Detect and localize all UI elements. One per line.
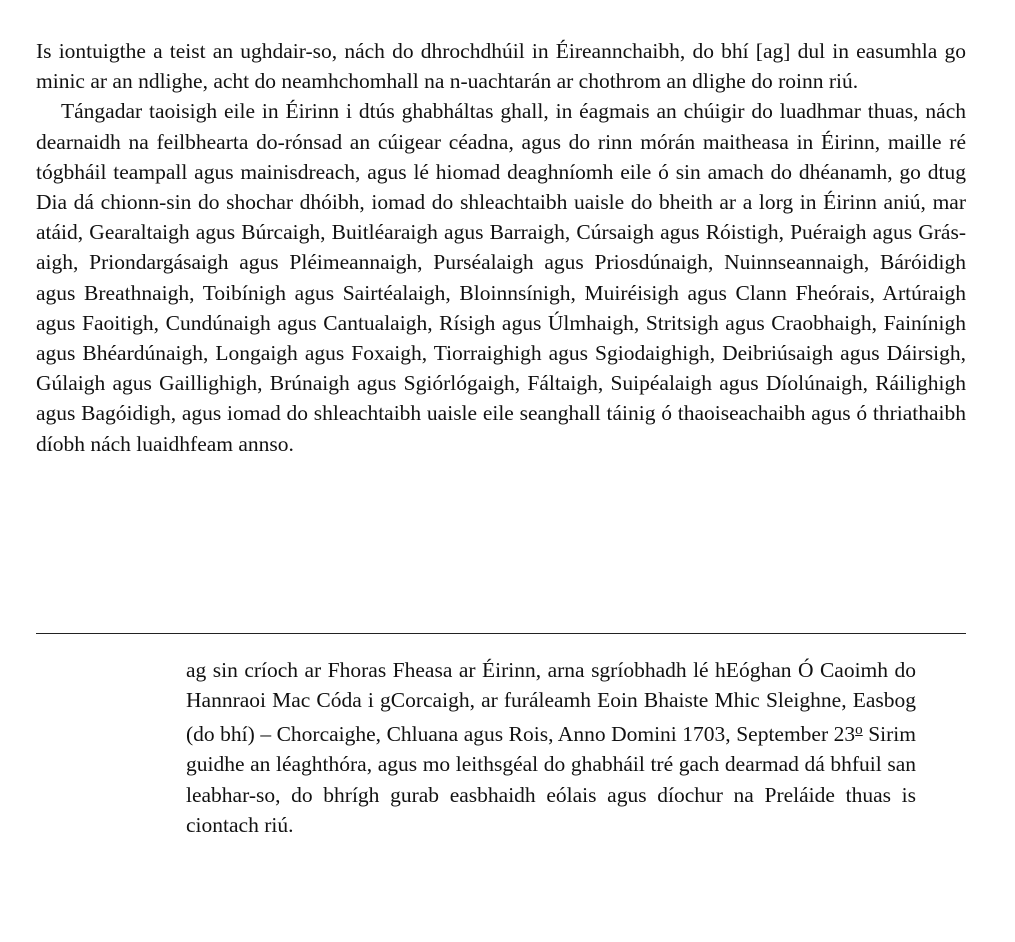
- section-divider: [36, 633, 966, 634]
- paragraph-2: Tángadar taoisigh eile in Éirinn i dtús ghabháltas ghall, in éagmais an chúigir do luadhmar thuas, nách dearnaidh na feilbhearta do-rónsad an cúigear céadna, agus do rinn mórán maitheasa in Éirinn, maille ré tógbháil teampall agus mainisdreach, agus lé hiomad deaghníomh eile ó sin amach do dhéanamh, go dtug Dia dá chionn-sin do shochar dhóibh, iomad do shleachtaibh uaisle do bheith ar a lorg in Éirinn aniú, mar atáid, Gearaltaigh agus Búrcaigh, Buitléaraigh agus Barraigh, Cúrsaigh agus Róistigh, Puéraigh agus Grásaigh, Priondargásaigh agus Pléimeannaigh, Purséalaigh agus Priosdúnaigh, Nuinnseannaigh, Báróidigh agus Breathnaigh, Toibínigh agus Sairtéalaigh, Bloinnsínigh, Muiréisigh agus Clann Fheórais, Artúraigh agus Faoitigh, Cundúnaigh agus Cantualaigh, Rísigh agus Úlmhaigh, Stritsigh agus Craobhaigh, Fainínigh agus Bhéardúnaigh, Longaigh agus Foxaigh, Tiorraighigh agus Sgiodaighigh, Deibriúsaigh agus Dáirsigh, Gúlaigh agus Gaillighigh, Brúnaigh agus Sgiórlógaigh, Fáltaigh, Suipéalaigh agus Díolúnaigh, Ráilighigh agus Bagóidigh, agus iomad do shleachtaibh uaisle eile seanghall táinig ó thaoiseachaibh agus ó thriathaibh díobh nách luaidhfeam annso.: [36, 99, 966, 456]
- ordinal-mark: o: [855, 722, 863, 739]
- colophon-paragraph: [186, 655, 916, 840]
- paragraph-1: Is iontuigthe a teist an ughdair-so, nách do dhrochdhúil in Éireannchaibh, do bhí [ag] dul in easumhla go minic ar an ndlighe, acht do neamhchomhall na n-uachtarán ar chothrom an dlighe do roinn riú.: [36, 39, 966, 94]
- colophon: [186, 655, 916, 840]
- colophon-text-before-date: ag sin críoch ar Fhoras Fheasa ar Éirinn, arna sgríobhadh lé hEóghan Ó Caoimh do Hannraoi Mac Códa i gCorcaigh, ar furáleamh Eoin Bhaiste Mhic Sleighne, Easbog (do bhí) – Chorcaighe, Chluana agus Rois, Anno Domini 1703, September 23: [186, 658, 916, 747]
- colophon-text-after-date: Sirim guidhe an léaghthóra, agus mo leithsgéal do ghabháil tré gach dearmad dá bhfuil san leabhar-so, do bhrígh gurab easbhaidh eólais agus díochur na Preláide thuas is ciontach riú.: [186, 722, 916, 837]
- main-text: [36, 36, 966, 459]
